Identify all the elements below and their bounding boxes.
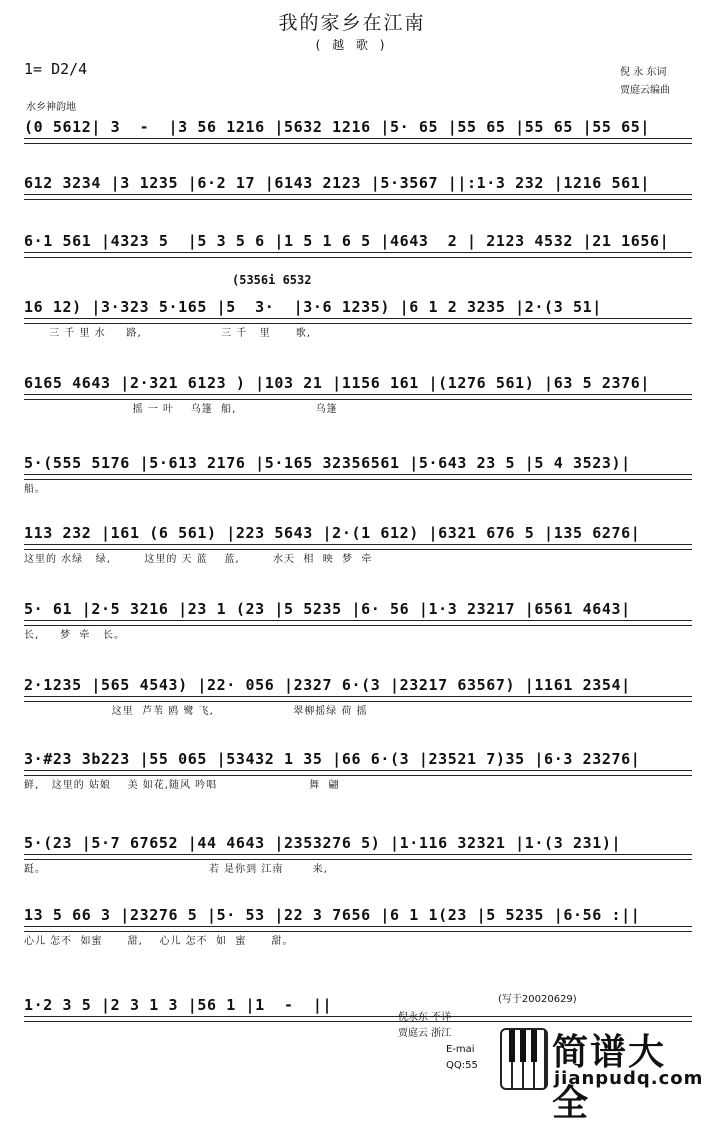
beam-underline <box>24 854 692 860</box>
notation-line: 113 232 |161 (6 561) |223 5643 |2·(1 612) |6321 676 5 |135 6276| <box>24 524 641 542</box>
lyrics-line <box>24 202 692 218</box>
piano-icon <box>500 1028 548 1090</box>
credits <box>620 64 670 100</box>
notation-line: 1·2 3 5 |2 3 1 3 |56 1 |1 - || <box>24 996 333 1014</box>
beam-underline <box>24 1016 692 1022</box>
score-line <box>24 598 692 644</box>
lyrics-line: 这里 芦苇 鸥 鹭 飞, 翠柳摇绿 荷 摇 <box>24 706 368 717</box>
score-line <box>24 832 692 878</box>
lyrics-line: 跹。 若 是你到 江南 来, <box>24 864 328 875</box>
info-line: QQ:55 <box>446 1060 478 1071</box>
date-note: (写于20020629) <box>498 994 577 1005</box>
beam-underline <box>24 926 692 932</box>
logo-url: jianpudq.com <box>554 1068 704 1089</box>
lyrics-line <box>24 260 692 276</box>
beam-underline <box>24 194 692 200</box>
beam-underline <box>24 138 692 144</box>
beam-underline <box>24 696 692 702</box>
info-line: 贾庭云 浙江 <box>398 1028 452 1039</box>
beam-underline <box>24 770 692 776</box>
song-subtitle: ( 越 歌 ) <box>315 38 389 52</box>
score-line <box>24 904 692 950</box>
notation-line: 6·1 561 |4323 5 |5 3 5 6 |1 5 1 6 5 |4643 2 | 2123 4532 |21 1656| <box>24 232 670 250</box>
score-line <box>24 372 692 418</box>
lyricist-credit: 倪 永 东词 <box>620 67 667 78</box>
notation-line: 612 3234 |3 1235 |6·2 17 |6143 2123 |5·3567 ||:1·3 232 |1216 561| <box>24 174 650 192</box>
lyrics-line: 三 千 里 水 路, 三 千 里 歌, <box>24 328 312 339</box>
beam-underline <box>24 620 692 626</box>
score-line <box>24 230 692 276</box>
notation-line: 5·(23 |5·7 67652 |44 4643 |2353276 5) |1·116 32321 |1·(3 231)| <box>24 834 622 852</box>
score-line <box>24 674 692 720</box>
score-line <box>24 452 692 498</box>
song-title: 我的家乡在江南 <box>278 12 426 34</box>
info-line: E-mai <box>446 1044 475 1055</box>
lyrics-line: 长, 梦 牵 长。 <box>24 630 125 641</box>
tempo-mark: 水乡神韵地 <box>26 102 76 113</box>
key-signature: 1= D2/4 <box>24 60 88 78</box>
notation-line: 2·1235 |565 4543) |22· 056 |2327 6·(3 |23217 63567) |1161 2354| <box>24 676 631 694</box>
lyrics-line: 这里的 水绿 绿, 这里的 天 蓝 蓝, 水天 相 映 梦 牵 <box>24 554 373 565</box>
logo-text: 简谱大全 <box>552 1032 667 1124</box>
site-logo[interactable] <box>500 1024 704 1124</box>
beam-underline <box>24 394 692 400</box>
notation-line: 3·#23 3b223 |55 065 |53432 1 35 |66 6·(3 |23521 7)35 |6·3 23276| <box>24 750 641 768</box>
notation-line: 13 5 66 3 |23276 5 |5· 53 |22 3 7656 |6 1 1(23 |5 5235 |6·56 :|| <box>24 906 641 924</box>
lyrics-line: 船。 <box>24 484 46 495</box>
notation-line: 16 12) |3·323 5·165 |5 3· |3·6 1235) |6 1 2 3235 |2·(3 51| <box>24 298 602 316</box>
score-line <box>24 172 692 218</box>
beam-underline <box>24 544 692 550</box>
score-line <box>24 296 692 342</box>
beam-underline <box>24 252 692 258</box>
beam-underline <box>24 474 692 480</box>
lyrics-line: 心儿 怎不 如蜜 甜, 心儿 怎不 如 蜜 甜。 <box>24 936 294 947</box>
composer-credit: 贾庭云编曲 <box>620 85 670 96</box>
score-line <box>24 116 692 162</box>
notation-line: 5· 61 |2·5 3216 |23 1 (23 |5 5235 |6· 56 |1·3 23217 |6561 4643| <box>24 600 631 618</box>
notation-line: (0 5612| 3 - |3 56 1216 |5632 1216 |5· 65 |55 65 |55 65 |55 65| <box>24 118 650 136</box>
lyrics-line <box>24 146 692 162</box>
lyrics-line: 摇 一 叶 乌篷 船, 乌篷 <box>24 404 338 415</box>
bracket-phrase: (5356i 6532 <box>232 273 312 287</box>
notation-line: 5·(555 5176 |5·613 2176 |5·165 32356561 |5·643 23 5 |5 4 3523)| <box>24 454 631 472</box>
notation-line: 6165 4643 |2·321 6123 ) |103 21 |1156 161 |(1276 561) |63 5 2376| <box>24 374 650 392</box>
score-line <box>24 748 692 794</box>
beam-underline <box>24 318 692 324</box>
author-info <box>398 1010 478 1074</box>
lyrics-line: 鲜, 这里的 姑娘 美 如花,随风 吟唱 舞 翩 <box>24 780 340 791</box>
info-line: 倪永东 不详 <box>398 1012 452 1023</box>
score-line <box>24 522 692 568</box>
